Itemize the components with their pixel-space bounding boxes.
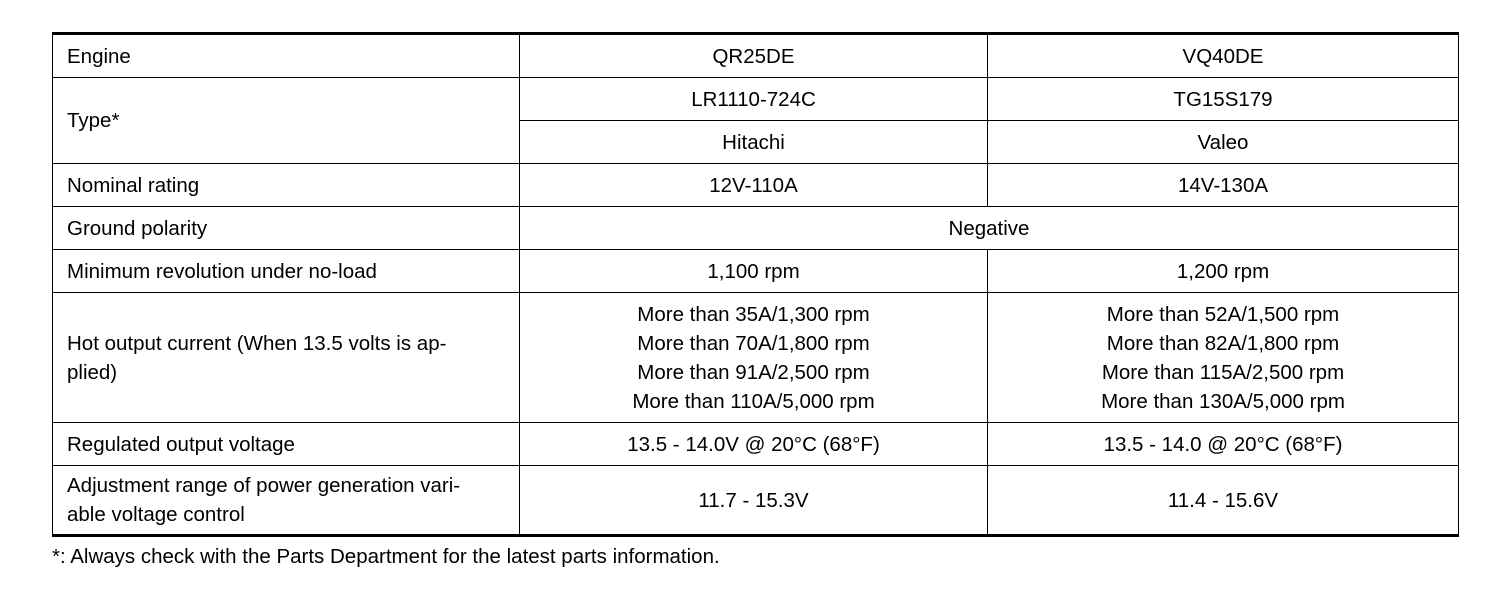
table-row-ground-polarity xyxy=(53,207,1459,250)
nominal-rating-label: Nominal rating xyxy=(53,164,520,207)
table-row-adjustment-range xyxy=(53,466,1459,536)
engine-label: Engine xyxy=(53,34,520,78)
nominal-rating-vq40de: 14V-130A xyxy=(988,164,1459,207)
adjustment-range-qr25de: 11.7 - 15.3V xyxy=(520,466,988,536)
ground-polarity-value: Negative xyxy=(520,207,1459,250)
min-revolution-qr25de: 1,100 rpm xyxy=(520,250,988,293)
adjustment-range-label xyxy=(53,466,520,536)
min-revolution-label: Minimum revolution under no-load xyxy=(53,250,520,293)
hot-output-label-line: Hot output current (When 13.5 volts is ap- xyxy=(67,331,447,355)
type-vq40de-model: TG15S179 xyxy=(988,78,1459,121)
hot-output-qr25de-line: More than 70A/1,800 rpm xyxy=(637,331,870,355)
regulated-voltage-vq40de: 13.5 - 14.0 @ 20°C (68°F) xyxy=(988,423,1459,466)
adjustment-range-label-line: Adjustment range of power generation vari- xyxy=(67,474,461,497)
type-qr25de-model: LR1110-724C xyxy=(520,78,988,121)
hot-output-vq40de-line: More than 82A/1,800 rpm xyxy=(1106,331,1340,355)
ground-polarity-label: Ground polarity xyxy=(53,207,520,250)
hot-output-label-line: plied) xyxy=(67,360,118,384)
hot-output-vq40de-line: More than 130A/5,000 rpm xyxy=(1101,389,1345,413)
hot-output-qr25de-line: More than 91A/2,500 rpm xyxy=(637,360,870,384)
nominal-rating-qr25de: 12V-110A xyxy=(520,164,988,207)
hot-output-label xyxy=(53,293,520,423)
table-row-engine xyxy=(53,34,1459,78)
type-qr25de-maker: Hitachi xyxy=(520,121,988,164)
regulated-voltage-label: Regulated output voltage xyxy=(53,423,520,466)
table-row-hot-output xyxy=(53,293,1459,423)
hot-output-qr25de-line: More than 110A/5,000 rpm xyxy=(632,389,875,413)
table-row-min-revolution xyxy=(53,250,1459,293)
adjustment-range-label-line: able voltage control xyxy=(67,503,245,526)
table-row-type xyxy=(53,78,1459,121)
engine-qr25de: QR25DE xyxy=(520,34,988,78)
regulated-voltage-qr25de: 13.5 - 14.0V @ 20°C (68°F) xyxy=(520,423,988,466)
hot-output-vq40de xyxy=(988,293,1459,423)
hot-output-vq40de-line: More than 115A/2,500 rpm xyxy=(1101,360,1345,384)
hot-output-qr25de-line: More than 35A/1,300 rpm xyxy=(637,302,870,326)
type-label: Type* xyxy=(53,78,520,164)
footnote: *: Always check with the Parts Department for the latest parts information. xyxy=(52,545,720,568)
table-row-nominal-rating xyxy=(53,164,1459,207)
engine-vq40de: VQ40DE xyxy=(988,34,1459,78)
min-revolution-vq40de: 1,200 rpm xyxy=(988,250,1459,293)
hot-output-vq40de-line: More than 52A/1,500 rpm xyxy=(1106,302,1340,326)
hot-output-qr25de xyxy=(520,293,988,423)
type-vq40de-maker: Valeo xyxy=(988,121,1459,164)
alternator-spec-table xyxy=(52,32,1459,537)
table-row-regulated-voltage xyxy=(53,423,1459,466)
adjustment-range-vq40de: 11.4 - 15.6V xyxy=(988,466,1459,536)
